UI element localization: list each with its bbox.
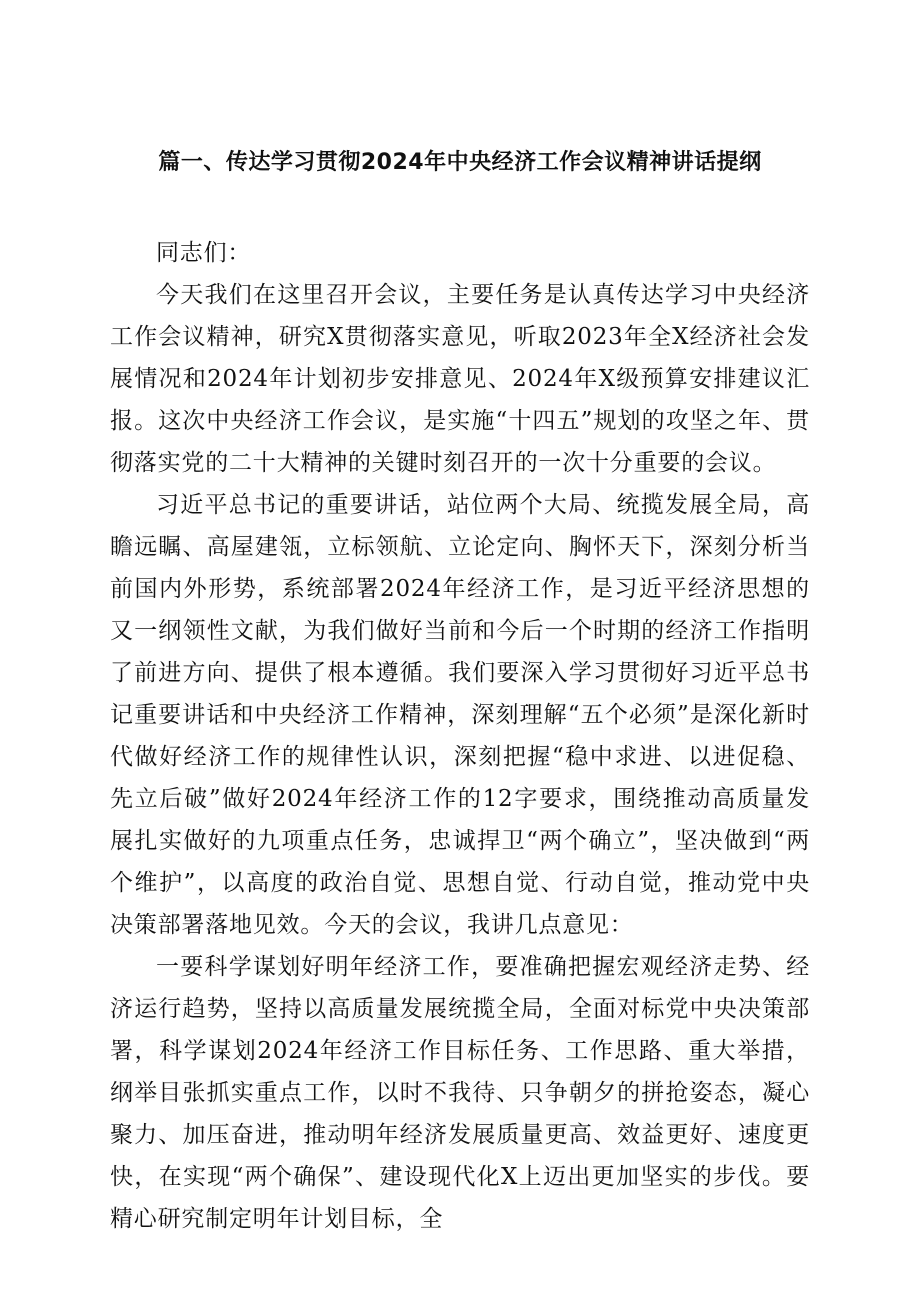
salutation: 同志们： bbox=[156, 240, 252, 266]
paragraph-1: 今天我们在这里召开会议，主要任务是认真传达学习中央经济工作会议精神，研究X贯彻落实意见，听取2023年全X经济社会发展情况和2024年计划初步安排意见、2024年X级预算安排建议汇报。这次中央经济工作会议，是实施“十四五”规划的攻坚之年、贯彻落实党的二十大精神的关键时刻召开的一次十分重要的会议。 bbox=[110, 282, 810, 476]
paragraph-3: 一要科学谋划好明年经济工作，要准确把握宏观经济走势、经济运行趋势，坚持以高质量发展统揽全局，全面对标党中央决策部署，科学谋划2024年经济工作目标任务、工作思路、重大举措，纲举目张抓实重点工作，以时不我待、只争朝夕的拼抢姿态，凝心聚力、加压奋进，推动明年经济发展质量更高、效益更好、速度更快，在实现“两个确保”、建设现代化X上迈出更加坚实的步伐。要精心研究制定明年计划目标，全 bbox=[110, 954, 810, 1232]
paragraph-2: 习近平总书记的重要讲话，站位两个大局、统揽发展全局，高瞻远瞩、高屋建瓴，立标领航、立论定向、胸怀天下，深刻分析当前国内外形势，系统部署2024年经济工作，是习近平经济思想的又一纲领性文献，为我们做好当前和今后一个时期的经济工作指明了前进方向、提供了根本遵循。我们要深入学习贯彻好习近平总书记重要讲话和中央经济工作精神，深刻理解“五个必须”是深化新时代做好经济工作的规律性认识，深刻把握“稳中求进、以进促稳、先立后破”做好2024年经济工作的12字要求，围绕推动高质量发展扎实做好的九项重点任务，忠诚捍卫“两个确立”，坚决做到“两个维护”，以高度的政治自觉、思想自觉、行动自觉，推动党中央决策部署落地见效。今天的会议，我讲几点意见： bbox=[110, 492, 810, 938]
document-title: 篇一、传达学习贯彻2024年中央经济工作会议精神讲话提纲 bbox=[158, 150, 762, 175]
document-body bbox=[110, 232, 810, 1240]
